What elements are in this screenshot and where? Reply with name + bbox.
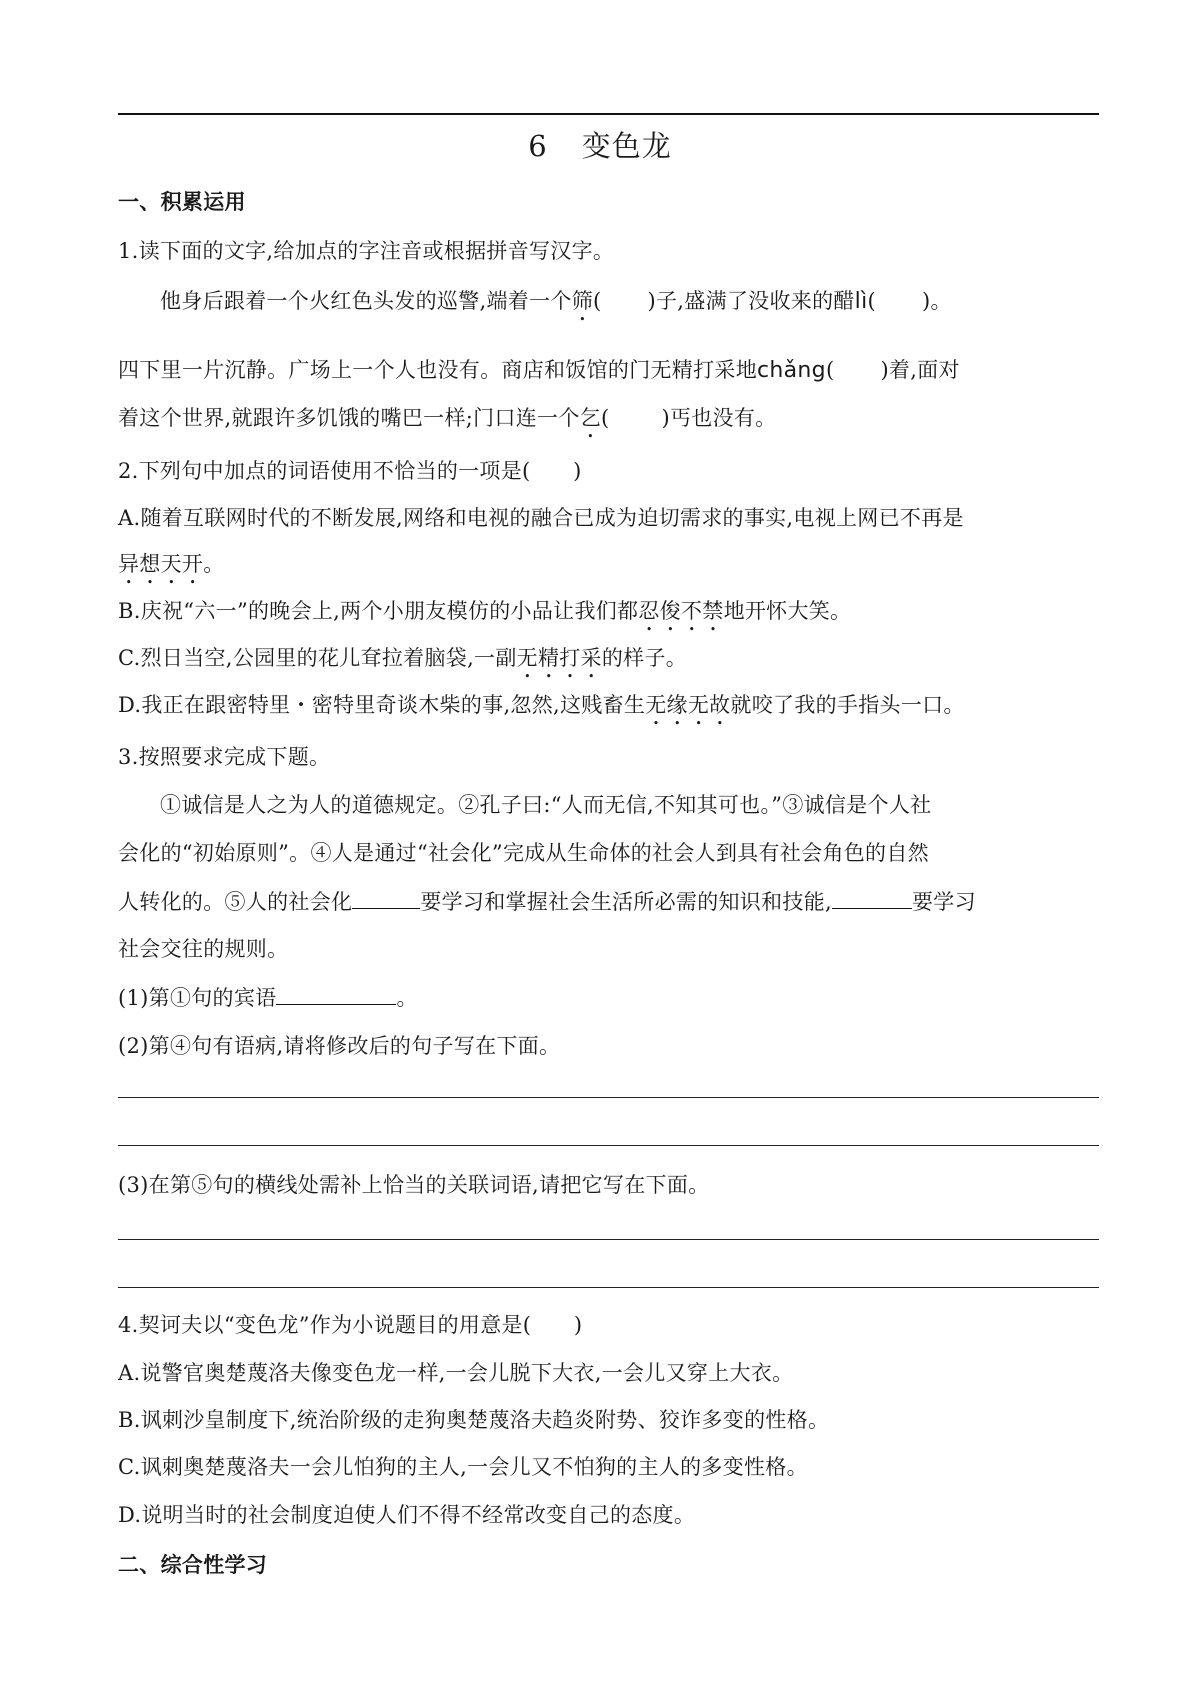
q2-option-d-text-a: D.我正在跟密特里・密特里奇谈木柴的事,忽然,这贱畜生	[118, 693, 646, 717]
q2-dotted-idiom-b: 忍俊不禁	[638, 599, 724, 623]
q2-dotted-idiom-c: 无精打采	[516, 646, 602, 670]
q1-line1	[160, 286, 952, 326]
q3-sub3-answer-line-2[interactable]	[118, 1287, 1099, 1288]
q3-sub2-answer-line-2[interactable]	[118, 1145, 1099, 1146]
q2-dotted-idiom-a: 异想天开	[118, 552, 204, 576]
section1-heading: 一、积累运用	[118, 190, 246, 214]
q4-option-b: B.讽刺沙皇制度下,统治阶级的走狗奥楚蔑洛夫趋炎附势、狡诈多变的性格。	[118, 1408, 830, 1432]
q1-line3	[118, 403, 776, 443]
q1-line1-text-c: )子,盛满了没收来的醋	[647, 289, 855, 313]
q2-option-c	[118, 643, 687, 683]
q3-sub1	[118, 982, 418, 1013]
q3-passage-line4: 社会交往的规则。	[118, 937, 289, 961]
q3-sub3-answer-line-1[interactable]	[118, 1239, 1099, 1240]
q1-line1-text-e: )。	[922, 289, 952, 313]
q1-line3-text-a: 着这个世界,就跟许多饥饿的嘴巴一样;门口连一个	[118, 406, 580, 430]
q3-prompt: 3.按照要求完成下题。	[118, 745, 331, 769]
q1-dotted-char-qi: 乞	[579, 406, 601, 430]
q2-dotted-idiom-d: 无缘无故	[645, 693, 731, 717]
q2-option-c-text-c: 的样子。	[601, 646, 688, 670]
q1-pinyin-chang: chǎng	[757, 358, 826, 383]
q3-fill-blank-2[interactable]	[832, 886, 912, 909]
q4-option-a: A.说警官奥楚蔑洛夫像变色龙一样,一会儿脱下大衣,一会儿又穿上大衣。	[118, 1361, 794, 1385]
q1-paren-open-3: (	[825, 358, 835, 382]
q3-sub1-text-a: (1)第①句的宾语	[118, 986, 277, 1010]
q1-paren-open-2: (	[867, 289, 876, 313]
q2-option-b-text-a: B.庆祝“六一”的晚会上,两个小朋友模仿的小品让我们都	[118, 599, 639, 623]
q1-dotted-char-shai: 筛	[571, 289, 593, 313]
q3-passage-line1: ①诚信是人之为人的道德规定。②孔子曰:“人而无信,不知其可也。”③诚信是个人社	[160, 793, 932, 817]
q3-passage-line3-text-c: 要学习	[912, 890, 976, 914]
q3-sub2-answer-line-1[interactable]	[118, 1097, 1099, 1098]
q1-paren-open-1: (	[593, 289, 602, 313]
q2-option-d	[118, 690, 965, 730]
q2-option-a-end: 。	[203, 552, 225, 576]
q2-option-c-text-a: C.烈日当空,公园里的花儿耷拉着脑袋,一副	[118, 646, 517, 670]
q1-prompt: 1.读下面的文字,给加点的字注音或根据拼音写汉字。	[118, 239, 615, 263]
title-text: 变色龙	[581, 129, 672, 163]
q2-option-a-line1: A.随着互联网时代的不断发展,网络和电视的融合已成为迫切需求的事实,电视上网已不再是	[118, 506, 964, 530]
q2-prompt: 2.下列句中加点的词语使用不恰当的一项是( )	[118, 459, 582, 483]
q3-sub1-answer-blank[interactable]	[276, 982, 396, 1005]
section2-heading: 二、综合性学习	[118, 1553, 268, 1577]
q2-option-a-line2	[118, 549, 225, 589]
q3-sub1-text-b: 。	[396, 986, 418, 1010]
q1-line1-text-a: 他身后跟着一个火红色头发的巡警,端着一个	[160, 289, 572, 313]
title-number: 6	[528, 129, 548, 163]
q3-passage-line3-text-b: 要学习和掌握社会生活所必需的知识和技能,	[420, 890, 832, 914]
q3-passage-line3	[118, 886, 976, 917]
q4-prompt: 4.契诃夫以“变色龙”作为小说题目的用意是( )	[118, 1313, 583, 1337]
q4-option-d: D.说明当时的社会制度迫使人们不得不经常改变自己的态度。	[118, 1503, 696, 1527]
q1-line2-text-a: 四下里一片沉静。广场上一个人也没有。商店和饭馆的门无精打采地	[118, 358, 757, 382]
q3-fill-blank-1[interactable]	[352, 886, 420, 909]
q2-option-d-text-c: 就咬了我的手指头一口。	[730, 693, 965, 717]
q3-sub2: (2)第④句有语病,请将修改后的句子写在下面。	[118, 1034, 561, 1058]
page-title	[0, 124, 1200, 165]
q1-paren-open-4: (	[600, 406, 610, 430]
top-rule	[118, 113, 1099, 115]
q4-option-c: C.讽刺奥楚蔑洛夫一会儿怕狗的主人,一会儿又不怕狗的主人的多变性格。	[118, 1455, 808, 1479]
q1-line2-text-c: )着,面对	[880, 358, 960, 382]
q3-sub3: (3)在第⑤句的横线处需补上恰当的关联词语,请把它写在下面。	[118, 1173, 710, 1197]
q2-option-b-text-c: 地开怀大笑。	[723, 599, 852, 623]
q3-passage-line3-text-a: 人转化的。⑤人的社会化	[118, 890, 353, 914]
q1-line2	[118, 355, 960, 386]
q2-option-b	[118, 596, 851, 636]
q1-line3-text-c: )丐也没有。	[661, 406, 777, 430]
q1-pinyin-li: lì	[854, 289, 868, 314]
q3-passage-line2: 会化的“初始原则”。④人是通过“社会化”完成从生命体的社会人到具有社会角色的自然	[118, 841, 929, 865]
